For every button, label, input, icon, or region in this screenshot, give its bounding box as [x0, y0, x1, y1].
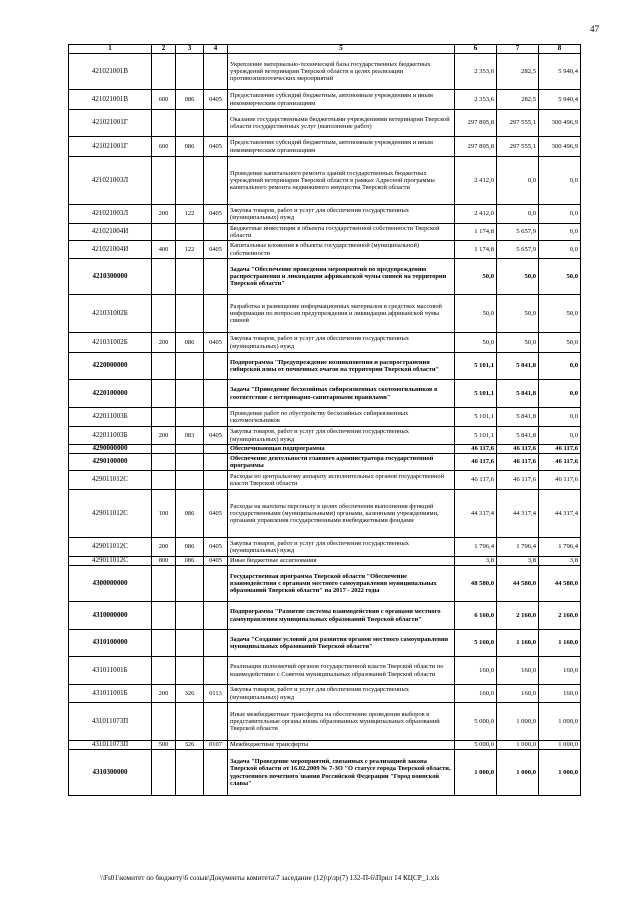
row-code-cell: 431011001Б	[69, 657, 152, 685]
row-code-cell: 421021001Г	[69, 110, 152, 137]
row-value-2021-cell: 46 117,6	[455, 445, 497, 454]
header-cell: 3	[176, 45, 204, 54]
row-value-2022-cell: 46 117,6	[497, 454, 539, 471]
row-admin-code-cell: 086	[176, 90, 204, 110]
row-value-2022-cell: 282,5	[497, 54, 539, 90]
row-value-2022-cell: 0,0	[497, 205, 539, 224]
row-value-2023-cell: 0,0	[539, 224, 581, 241]
row-value-2023-cell: 1 796,4	[539, 538, 581, 557]
row-code-cell: 422011003Б	[69, 408, 152, 427]
row-section-cell	[204, 110, 228, 137]
row-code-cell: 429011012С	[69, 538, 152, 557]
row-description-cell: Подпрограмма "Предупреждение возникновения и распространения сибирской язвы от почвенных очагов на территории Тверской области"	[228, 353, 455, 380]
row-description-cell: Предоставление субсидий бюджетным, автономным учреждениям и иным некоммерческим организациям	[228, 90, 455, 110]
row-value-2021-cell: 50,0	[455, 295, 497, 333]
header-cell: 8	[539, 45, 581, 54]
row-section-cell	[204, 445, 228, 454]
table-row	[69, 157, 581, 205]
row-description-cell: Укрепление материально-технической базы государственных бюджетных учреждений ветеринарии Тверской области в целях реализации противоэпизоотических мероприятий	[228, 54, 455, 90]
row-code-cell: 4310100000	[69, 630, 152, 657]
row-description-cell: Расходы по центральному аппарату исполнительных органов государственной власти Тверской области	[228, 471, 455, 490]
row-section-cell: 0405	[204, 538, 228, 557]
row-code-cell: 422011003Б	[69, 427, 152, 445]
row-section-cell	[204, 602, 228, 630]
row-value-2023-cell: 3,8	[539, 557, 581, 566]
table-row	[69, 602, 581, 630]
row-section-cell: 0405	[204, 490, 228, 538]
row-description-cell: Закупка товаров, работ и услуг для обеспечения государственных (муниципальных) нужд	[228, 685, 455, 703]
row-value-2022-cell: 1 000,0	[497, 703, 539, 741]
row-description-cell: Оказание государственными бюджетными учреждениями ветеринарии Тверской области государственных услуг (выполнение работ)	[228, 110, 455, 137]
row-value-2023-cell: 0,0	[539, 205, 581, 224]
row-section-cell	[204, 224, 228, 241]
row-value-2022-cell: 2 160,0	[497, 602, 539, 630]
row-expense-type-cell: 200	[152, 685, 176, 703]
row-code-cell: 4310000000	[69, 602, 152, 630]
row-value-2023-cell: 44 317,4	[539, 490, 581, 538]
row-value-2023-cell: 5 940,4	[539, 54, 581, 90]
row-code-cell: 421021001Г	[69, 137, 152, 157]
row-value-2022-cell: 1 000,0	[497, 750, 539, 796]
row-value-2023-cell: 46 117,6	[539, 471, 581, 490]
table-row	[69, 557, 581, 566]
row-description-cell: Расходы на выплаты персоналу в целях обеспечения выполнения функций государственными (муниципальными) органами, казенными учреждениями, органами управления государственными внебюджетными фондами	[228, 490, 455, 538]
row-value-2021-cell: 5 000,0	[455, 741, 497, 750]
row-admin-code-cell: 086	[176, 538, 204, 557]
row-value-2022-cell: 5 841,8	[497, 427, 539, 445]
row-admin-code-cell	[176, 454, 204, 471]
row-value-2022-cell: 0,0	[497, 157, 539, 205]
row-value-2023-cell: 160,0	[539, 685, 581, 703]
row-code-cell: 431011073П	[69, 741, 152, 750]
row-code-cell: 421021001В	[69, 54, 152, 90]
row-code-cell: 4220100000	[69, 380, 152, 408]
row-admin-code-cell	[176, 380, 204, 408]
row-section-cell	[204, 295, 228, 333]
row-description-cell: Иные бюджетные ассигнования	[228, 557, 455, 566]
row-expense-type-cell: 500	[152, 741, 176, 750]
table-row	[69, 353, 581, 380]
row-section-cell	[204, 259, 228, 295]
table-row	[69, 490, 581, 538]
row-value-2023-cell: 46 117,6	[539, 445, 581, 454]
row-description-cell: Предоставление субсидий бюджетным, автономным учреждениям и иным некоммерческим организациям	[228, 137, 455, 157]
row-expense-type-cell	[152, 353, 176, 380]
row-value-2021-cell: 2 412,0	[455, 205, 497, 224]
budget-table	[68, 44, 581, 796]
row-value-2021-cell: 1 174,8	[455, 241, 497, 259]
row-value-2022-cell: 5 841,8	[497, 353, 539, 380]
row-value-2023-cell: 50,0	[539, 333, 581, 353]
row-value-2023-cell: 0,0	[539, 427, 581, 445]
table-row	[69, 259, 581, 295]
row-expense-type-cell	[152, 630, 176, 657]
row-admin-code-cell: 122	[176, 205, 204, 224]
row-value-2022-cell: 5 841,8	[497, 408, 539, 427]
row-admin-code-cell	[176, 657, 204, 685]
table-row	[69, 224, 581, 241]
row-description-cell: Задача "Создание условий для развития органов местного самоуправления муниципальных образований Тверской области"	[228, 630, 455, 657]
row-value-2021-cell: 46 117,6	[455, 454, 497, 471]
row-admin-code-cell	[176, 295, 204, 333]
row-expense-type-cell: 600	[152, 90, 176, 110]
row-value-2023-cell: 0,0	[539, 353, 581, 380]
row-admin-code-cell: 086	[176, 333, 204, 353]
row-expense-type-cell	[152, 445, 176, 454]
row-code-cell: 421021004И	[69, 224, 152, 241]
row-value-2021-cell: 297 895,8	[455, 137, 497, 157]
row-code-cell: 421021001В	[69, 90, 152, 110]
row-value-2021-cell: 297 895,8	[455, 110, 497, 137]
row-description-cell: Обеспечивающая подпрограмма	[228, 445, 455, 454]
row-admin-code-cell	[176, 110, 204, 137]
row-value-2022-cell: 50,0	[497, 333, 539, 353]
row-section-cell: 0405	[204, 205, 228, 224]
row-section-cell: 0107	[204, 741, 228, 750]
row-value-2021-cell: 160,0	[455, 685, 497, 703]
row-value-2022-cell: 5 841,8	[497, 380, 539, 408]
row-value-2021-cell: 2 353,6	[455, 90, 497, 110]
table-row	[69, 380, 581, 408]
row-expense-type-cell	[152, 380, 176, 408]
row-description-cell: Реализация полномочий органов государственной власти Тверской области по взаимодействию с Советом муниципальных образований Тверской области	[228, 657, 455, 685]
row-expense-type-cell: 200	[152, 205, 176, 224]
table-row	[69, 538, 581, 557]
table-row	[69, 408, 581, 427]
row-code-cell: 431011001Б	[69, 685, 152, 703]
row-value-2021-cell: 6 160,0	[455, 602, 497, 630]
row-admin-code-cell: 326	[176, 685, 204, 703]
row-value-2021-cell: 1 796,4	[455, 538, 497, 557]
row-value-2023-cell: 0,0	[539, 157, 581, 205]
row-value-2021-cell: 5 101,1	[455, 408, 497, 427]
row-description-cell: Закупка товаров, работ и услуг для обеспечения государственных (муниципальных) нужд	[228, 538, 455, 557]
row-code-cell: 4300000000	[69, 566, 152, 602]
row-value-2023-cell: 46 117,6	[539, 454, 581, 471]
row-section-cell: 0405	[204, 90, 228, 110]
row-expense-type-cell	[152, 295, 176, 333]
row-value-2023-cell: 50,0	[539, 295, 581, 333]
row-value-2022-cell: 160,0	[497, 657, 539, 685]
row-admin-code-cell: 122	[176, 241, 204, 259]
table-row	[69, 566, 581, 602]
row-admin-code-cell	[176, 630, 204, 657]
row-expense-type-cell	[152, 471, 176, 490]
header-cell: 5	[228, 45, 455, 54]
row-expense-type-cell	[152, 454, 176, 471]
row-admin-code-cell: 086	[176, 137, 204, 157]
row-description-cell: Закупка товаров, работ и услуг для обеспечения государственных (муниципальных) нужд	[228, 205, 455, 224]
row-value-2021-cell: 5 101,1	[455, 427, 497, 445]
row-value-2021-cell: 5 101,1	[455, 353, 497, 380]
row-value-2022-cell: 297 555,1	[497, 137, 539, 157]
row-description-cell: Подпрограмма "Развитие системы взаимодействия с органами местного самоуправления муниципальных образований Тверской области"	[228, 602, 455, 630]
table-row	[69, 90, 581, 110]
row-value-2022-cell: 50,0	[497, 259, 539, 295]
row-value-2022-cell: 282,5	[497, 90, 539, 110]
row-code-cell: 421021003Л	[69, 205, 152, 224]
row-section-cell	[204, 750, 228, 796]
row-value-2021-cell: 5 160,0	[455, 630, 497, 657]
row-code-cell: 421031002Б	[69, 333, 152, 353]
header-cell: 6	[455, 45, 497, 54]
row-description-cell: Бюджетные инвестиции в объекты государственной собственности Тверской области	[228, 224, 455, 241]
row-value-2023-cell: 0,0	[539, 408, 581, 427]
row-section-cell	[204, 630, 228, 657]
row-description-cell: Проведение капитального ремонта зданий государственных бюджетных учреждений ветеринарии Тверской области в рамках Адресной программы капитального ремонта недвижимого имущества Тверской области	[228, 157, 455, 205]
row-description-cell: Закупка товаров, работ и услуг для обеспечения государственных (муниципальных) нужд	[228, 333, 455, 353]
table-row	[69, 445, 581, 454]
table-row	[69, 703, 581, 741]
row-code-cell: 4290100000	[69, 454, 152, 471]
row-value-2023-cell: 2 160,0	[539, 602, 581, 630]
row-admin-code-cell	[176, 471, 204, 490]
table-row	[69, 137, 581, 157]
row-value-2022-cell: 3,8	[497, 557, 539, 566]
row-code-cell: 4210300000	[69, 259, 152, 295]
table-row	[69, 454, 581, 471]
row-value-2023-cell: 160,0	[539, 657, 581, 685]
row-value-2021-cell: 44 317,4	[455, 490, 497, 538]
row-code-cell: 4310300000	[69, 750, 152, 796]
row-expense-type-cell	[152, 750, 176, 796]
row-value-2022-cell: 1 160,0	[497, 630, 539, 657]
row-admin-code-cell	[176, 566, 204, 602]
row-expense-type-cell	[152, 657, 176, 685]
row-value-2023-cell: 50,0	[539, 259, 581, 295]
row-value-2022-cell: 297 555,1	[497, 110, 539, 137]
row-value-2021-cell: 46 117,6	[455, 471, 497, 490]
row-code-cell: 421021004И	[69, 241, 152, 259]
row-value-2021-cell: 48 580,0	[455, 566, 497, 602]
header-cell: 7	[497, 45, 539, 54]
row-admin-code-cell: 083	[176, 427, 204, 445]
row-description-cell: Задача "Приведение бесхозяйных сибиреязвенных скотомогильников в соответствие с ветеринарно-санитарными правилами"	[228, 380, 455, 408]
row-section-cell	[204, 157, 228, 205]
row-value-2021-cell: 50,0	[455, 259, 497, 295]
row-description-cell: Капитальные вложения в объекты государственной (муниципальной) собственности	[228, 241, 455, 259]
row-section-cell	[204, 566, 228, 602]
row-value-2022-cell: 46 117,6	[497, 445, 539, 454]
row-section-cell	[204, 408, 228, 427]
row-admin-code-cell: 086	[176, 490, 204, 538]
row-value-2021-cell: 160,0	[455, 657, 497, 685]
row-value-2023-cell: 44 580,0	[539, 566, 581, 602]
row-expense-type-cell	[152, 110, 176, 137]
row-admin-code-cell	[176, 445, 204, 454]
row-admin-code-cell	[176, 157, 204, 205]
row-code-cell: 429011012С	[69, 490, 152, 538]
row-admin-code-cell	[176, 224, 204, 241]
table-row	[69, 54, 581, 90]
row-section-cell: 0405	[204, 427, 228, 445]
row-admin-code-cell: 086	[176, 557, 204, 566]
row-expense-type-cell	[152, 703, 176, 741]
row-description-cell: Закупка товаров, работ и услуг для обеспечения государственных (муниципальных) нужд	[228, 427, 455, 445]
row-expense-type-cell	[152, 602, 176, 630]
row-value-2022-cell: 1 000,0	[497, 741, 539, 750]
table-row	[69, 205, 581, 224]
table-row	[69, 110, 581, 137]
row-section-cell	[204, 657, 228, 685]
row-section-cell	[204, 380, 228, 408]
table-row	[69, 741, 581, 750]
row-section-cell	[204, 454, 228, 471]
row-description-cell: Разработка и размещение информационных материалов в средствах массовой информации по вопросам предупреждения и ликвидации африканской чумы свиней	[228, 295, 455, 333]
row-section-cell: 0405	[204, 137, 228, 157]
row-code-cell: 4290000000	[69, 445, 152, 454]
row-expense-type-cell	[152, 157, 176, 205]
row-admin-code-cell	[176, 353, 204, 380]
row-value-2023-cell: 1 000,0	[539, 750, 581, 796]
table-row	[69, 295, 581, 333]
row-description-cell: Проведение работ по обустройству бесхозяйных сибиреязвенных скотомогильников	[228, 408, 455, 427]
row-description-cell: Иные межбюджетные трансферты на обеспечение проведения выборов в представительные органы вновь образованных муниципальных образований Тверской области	[228, 703, 455, 741]
header-cell: 1	[69, 45, 152, 54]
row-section-cell: 0405	[204, 333, 228, 353]
row-value-2021-cell: 5 000,0	[455, 703, 497, 741]
file-path-footer: \\Fs01\комитет по бюджету\6 созыв\Документы комитета\7 заседание (12)\р\зр(7) 132-П-6\Прил 14 КЦСР_1.xls	[100, 874, 440, 882]
table-row	[69, 241, 581, 259]
row-expense-type-cell: 200	[152, 333, 176, 353]
table-row	[69, 685, 581, 703]
row-value-2022-cell: 160,0	[497, 685, 539, 703]
header-cell: 4	[204, 45, 228, 54]
row-value-2023-cell: 1 160,0	[539, 630, 581, 657]
table-row	[69, 657, 581, 685]
row-value-2021-cell: 2 353,6	[455, 54, 497, 90]
row-admin-code-cell	[176, 408, 204, 427]
table-row	[69, 750, 581, 796]
row-section-cell: 0113	[204, 685, 228, 703]
row-section-cell	[204, 54, 228, 90]
row-expense-type-cell: 200	[152, 538, 176, 557]
row-value-2023-cell: 0,0	[539, 380, 581, 408]
row-code-cell: 429011012С	[69, 557, 152, 566]
row-code-cell: 431011073П	[69, 703, 152, 741]
row-value-2021-cell: 1 000,0	[455, 750, 497, 796]
row-value-2022-cell: 44 317,4	[497, 490, 539, 538]
row-admin-code-cell	[176, 602, 204, 630]
row-value-2021-cell: 2 412,0	[455, 157, 497, 205]
column-number-header	[69, 45, 581, 54]
table-row	[69, 427, 581, 445]
page-number: 47	[590, 24, 599, 34]
row-section-cell: 0405	[204, 557, 228, 566]
table-row	[69, 630, 581, 657]
header-cell: 2	[152, 45, 176, 54]
row-code-cell: 4220000000	[69, 353, 152, 380]
row-section-cell	[204, 353, 228, 380]
row-section-cell	[204, 471, 228, 490]
row-value-2023-cell: 300 496,9	[539, 110, 581, 137]
row-expense-type-cell	[152, 224, 176, 241]
row-value-2023-cell: 1 000,0	[539, 741, 581, 750]
row-expense-type-cell	[152, 259, 176, 295]
row-expense-type-cell	[152, 54, 176, 90]
row-value-2022-cell: 5 657,9	[497, 241, 539, 259]
row-description-cell: Задача "Проведение мероприятий, связанных с реализацией закона Тверской области от 16.02.2009 № 7-ЗО "О статусе города Тверской области, удостоенного почетного звания Российской Федерации "Город воинской славы"	[228, 750, 455, 796]
row-description-cell: Межбюджетные трансферты	[228, 741, 455, 750]
row-value-2022-cell: 46 117,6	[497, 471, 539, 490]
row-code-cell: 429011012С	[69, 471, 152, 490]
row-description-cell: Обеспечение деятельности главного администратора государственной программы	[228, 454, 455, 471]
row-value-2022-cell: 1 796,4	[497, 538, 539, 557]
row-code-cell: 421031002Б	[69, 295, 152, 333]
row-expense-type-cell: 400	[152, 241, 176, 259]
row-admin-code-cell	[176, 750, 204, 796]
row-value-2022-cell: 44 580,0	[497, 566, 539, 602]
row-expense-type-cell: 100	[152, 490, 176, 538]
row-admin-code-cell	[176, 54, 204, 90]
row-description-cell: Государственная программа Тверской области "Обеспечение взаимодействия с органами местного самоуправления муниципальных образований Тверской области" на 2017 - 2022 годы	[228, 566, 455, 602]
row-value-2021-cell: 50,0	[455, 333, 497, 353]
row-section-cell	[204, 703, 228, 741]
table-row	[69, 471, 581, 490]
row-expense-type-cell	[152, 566, 176, 602]
row-expense-type-cell	[152, 408, 176, 427]
row-admin-code-cell	[176, 703, 204, 741]
row-admin-code-cell: 326	[176, 741, 204, 750]
row-expense-type-cell: 800	[152, 557, 176, 566]
row-value-2021-cell: 1 174,8	[455, 224, 497, 241]
row-value-2022-cell: 5 657,9	[497, 224, 539, 241]
row-expense-type-cell: 600	[152, 137, 176, 157]
row-code-cell: 421021003Л	[69, 157, 152, 205]
row-value-2023-cell: 0,0	[539, 241, 581, 259]
row-value-2023-cell: 5 940,4	[539, 90, 581, 110]
row-value-2021-cell: 5 101,1	[455, 380, 497, 408]
row-admin-code-cell	[176, 259, 204, 295]
row-value-2021-cell: 3,8	[455, 557, 497, 566]
table-row	[69, 333, 581, 353]
row-value-2023-cell: 1 000,0	[539, 703, 581, 741]
row-description-cell: Задача "Обеспечение проведения мероприятий по предупреждению распространения и ликвидации африканской чумы свиней на территории Тверской области"	[228, 259, 455, 295]
row-expense-type-cell: 200	[152, 427, 176, 445]
row-value-2022-cell: 50,0	[497, 295, 539, 333]
row-section-cell: 0405	[204, 241, 228, 259]
row-value-2023-cell: 300 496,9	[539, 137, 581, 157]
